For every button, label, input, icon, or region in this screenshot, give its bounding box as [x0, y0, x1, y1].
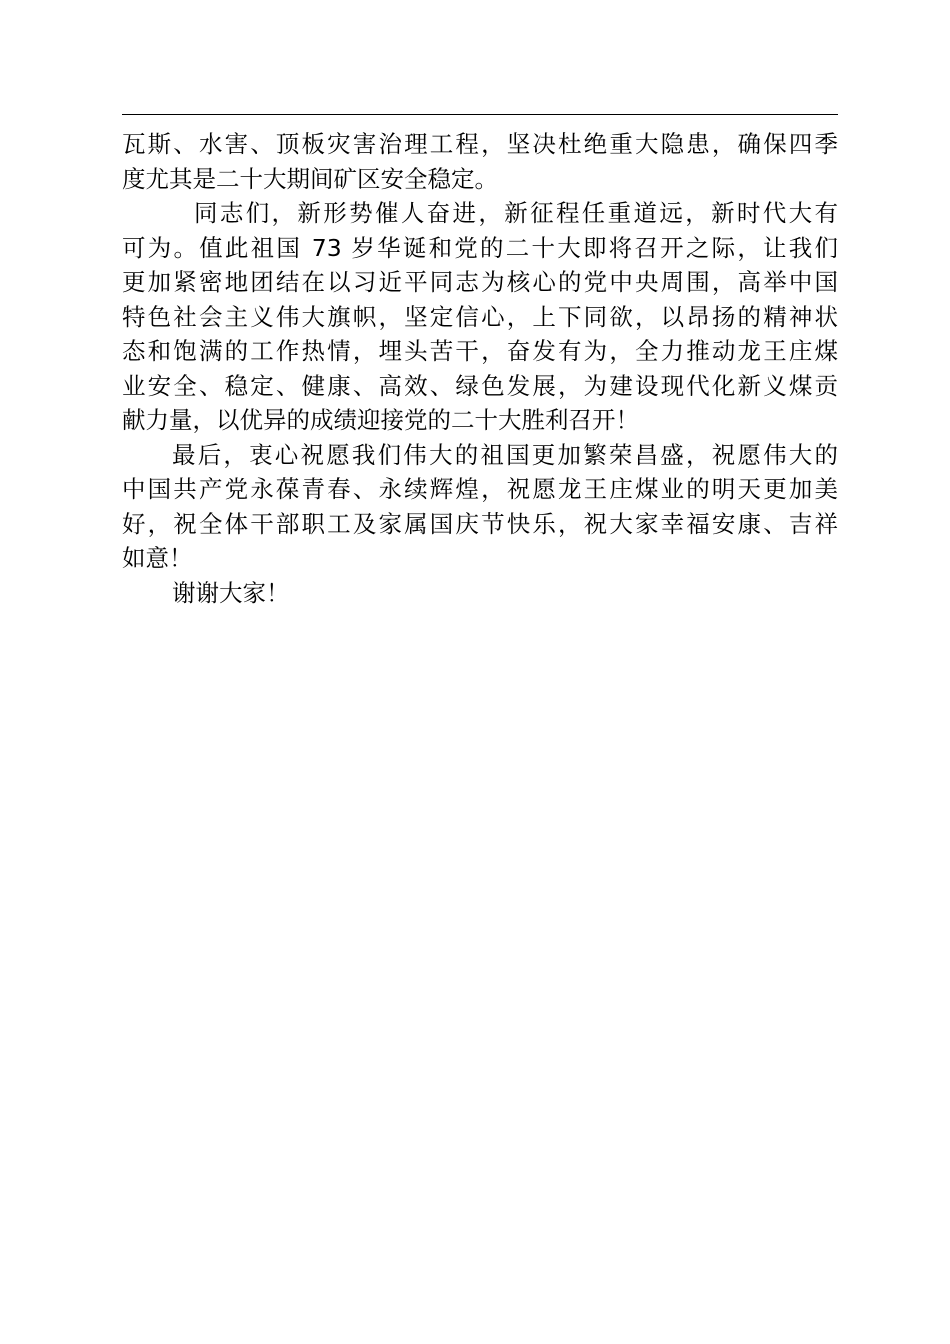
text-line: 谢谢大家！: [172, 578, 290, 607]
text-line: 最后，衷心祝愿我们伟大的祖国更加繁荣昌盛，祝愿伟大的: [172, 440, 838, 469]
text-line: 好，祝全体干部职工及家属国庆节快乐，祝大家幸福安康、吉祥: [122, 509, 838, 538]
text-line: 同志们，新形势催人奋进，新征程任重道远，新时代大有: [194, 199, 838, 227]
paragraph-2: [122, 196, 838, 438]
text-line: 如意！: [122, 544, 193, 572]
paragraph-4: [122, 576, 838, 611]
text-line: 献力量，以优异的成绩迎接党的二十大胜利召开！: [122, 406, 639, 434]
text-line: 中国共产党永葆青春、永续辉煌，祝愿龙王庄煤业的明天更加美: [122, 475, 838, 503]
text-line: 度尤其是二十大期间矿区安全稳定。: [122, 164, 498, 193]
document-body: [122, 127, 838, 610]
text-line: 更加紧密地团结在以习近平同志为核心的党中央周围，高举中国: [122, 268, 838, 296]
text-line: 可为。值此祖国 73 岁华诞和党的二十大即将召开之际，让我们: [122, 233, 838, 262]
text-line: 业安全、稳定、健康、高效、绿色发展，为建设现代化新义煤贡: [122, 371, 838, 400]
text-line: 瓦斯、水害、顶板灾害治理工程，坚决杜绝重大隐患，确保四季: [122, 130, 838, 158]
text-line: 态和饱满的工作热情，埋头苦干，奋发有为，全力推动龙王庄煤: [122, 337, 838, 365]
paragraph-3: [122, 438, 838, 576]
header-rule: [122, 114, 838, 115]
text-line: 特色社会主义伟大旗帜，坚定信心，上下同欲，以昂扬的精神状: [122, 302, 838, 331]
paragraph-1: [122, 127, 838, 196]
